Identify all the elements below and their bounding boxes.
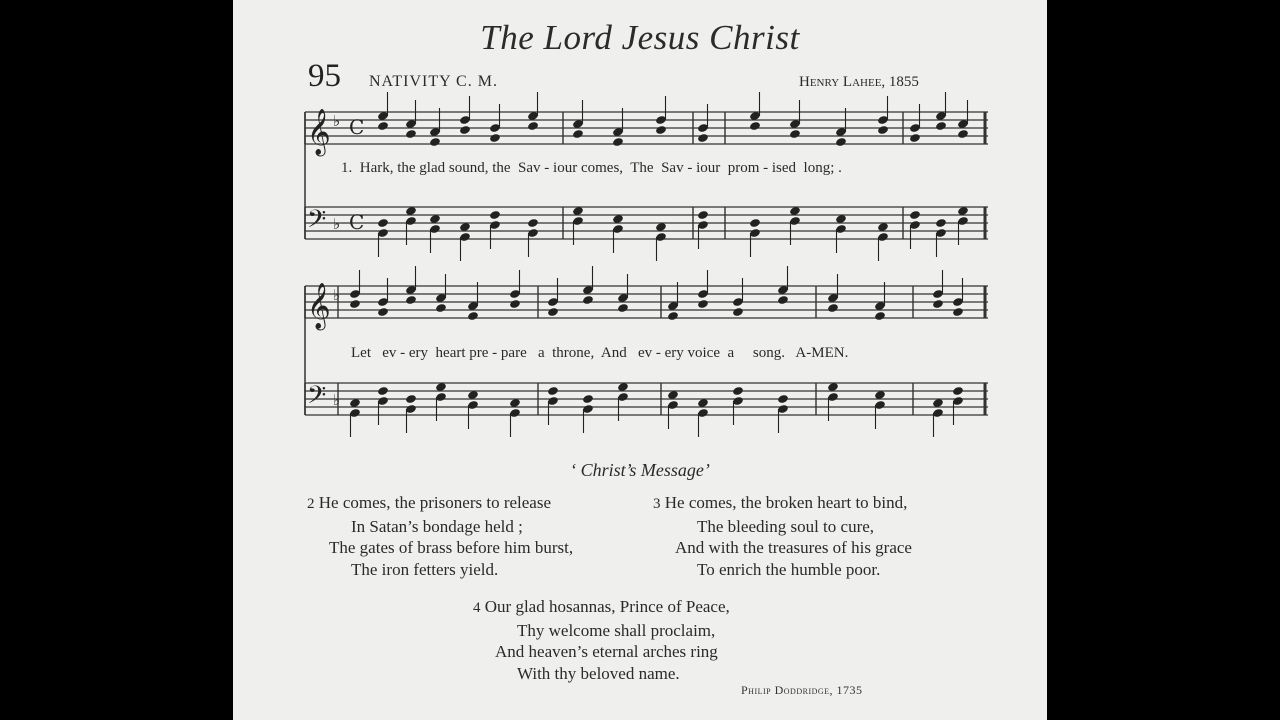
note-head — [749, 121, 761, 131]
note-head — [377, 218, 389, 228]
note-head — [957, 129, 969, 139]
verse-line: And with the treasures of his grace — [675, 538, 912, 557]
verse-3 — [653, 492, 912, 580]
verse-number: 4 — [473, 600, 481, 616]
note-head — [377, 121, 389, 131]
verse-number: 3 — [653, 496, 661, 512]
text-author: Philip Doddridge, 1735 — [741, 683, 863, 697]
note-head — [582, 295, 594, 305]
note-head — [667, 311, 679, 321]
note-head — [405, 129, 417, 139]
note-head — [789, 129, 801, 139]
note-head — [749, 218, 761, 228]
note-head — [877, 125, 889, 135]
note-head — [909, 210, 921, 220]
verse-line: Our glad hosannas, Prince of Peace, — [484, 597, 730, 616]
hymn-number: 95 — [308, 58, 341, 94]
note-head — [435, 303, 447, 313]
verse-line: The gates of brass before him burst, — [329, 538, 574, 557]
note-head — [732, 307, 744, 317]
note-head — [697, 210, 709, 220]
flat-icon: ♭ — [333, 112, 341, 130]
note-head — [697, 133, 709, 143]
note-head — [827, 303, 839, 313]
note-head — [835, 137, 847, 147]
verse-4 — [473, 596, 730, 684]
note-head — [527, 218, 539, 228]
verse-line: And heaven’s eternal arches ring — [495, 642, 718, 661]
note-head — [572, 129, 584, 139]
verse-line: With thy beloved name. — [517, 663, 680, 683]
lyrics-line-2: Let ev - ery heart pre - pare a throne, And ev - ery voice a song. A-MEN. — [351, 345, 849, 361]
note-head — [547, 307, 559, 317]
music-score — [233, 0, 1047, 450]
time-signature: C — [349, 115, 365, 139]
note-head — [612, 137, 624, 147]
note-head — [527, 121, 539, 131]
note-head — [349, 299, 361, 309]
section-subtitle: ‘ Christ’s Message’ — [570, 460, 710, 480]
lyrics-line-1: 1. Hark, the glad sound, the Sav - iour comes, The Sav - iour prom - ised long; . — [341, 160, 842, 176]
note-head — [777, 394, 789, 404]
note-head — [489, 210, 501, 220]
verse-line: In Satan’s bondage held ; — [351, 516, 523, 536]
verse-line: The bleeding soul to cure, — [697, 516, 875, 536]
composer: Henry Lahee, 1855 — [799, 74, 919, 90]
note-head — [935, 218, 947, 228]
verse-line: He comes, the broken heart to bind, — [664, 493, 908, 512]
bass-clef-icon: 𝄢 — [307, 205, 327, 240]
verse-number: 2 — [307, 496, 315, 512]
note-head — [429, 137, 441, 147]
note-head — [582, 394, 594, 404]
note-head — [935, 121, 947, 131]
flat-icon: ♭ — [333, 286, 341, 304]
note-head — [459, 125, 471, 135]
verse-line: Thy welcome shall proclaim, — [517, 620, 716, 640]
note-head — [932, 299, 944, 309]
note-head — [467, 311, 479, 321]
note-head — [777, 295, 789, 305]
note-head — [697, 299, 709, 309]
treble-clef-icon: 𝄞 — [307, 109, 331, 155]
treble-clef-icon: 𝄞 — [307, 283, 331, 329]
note-head — [489, 133, 501, 143]
flat-icon: ♭ — [333, 215, 341, 233]
note-head — [655, 125, 667, 135]
note-head — [617, 303, 629, 313]
note-head — [547, 386, 559, 396]
hymn-page — [233, 0, 1047, 720]
verse-2 — [307, 492, 573, 580]
verse-line: To enrich the humble poor. — [697, 559, 881, 579]
flat-icon: ♭ — [333, 391, 341, 409]
verse-line: The iron fetters yield. — [351, 559, 499, 579]
note-head — [952, 307, 964, 317]
note-head — [732, 386, 744, 396]
note-head — [874, 311, 886, 321]
note-head — [909, 133, 921, 143]
note-head — [377, 307, 389, 317]
time-signature: C — [349, 210, 365, 234]
note-head — [952, 386, 964, 396]
note-head — [405, 394, 417, 404]
verse-line: He comes, the prisoners to release — [318, 493, 551, 512]
note-head — [377, 386, 389, 396]
hymn-title: The Lord Jesus Christ — [480, 18, 800, 57]
tune-name: NATIVITY C. M. — [369, 73, 498, 90]
note-head — [509, 299, 521, 309]
note-head — [405, 295, 417, 305]
bass-clef-icon: 𝄢 — [307, 381, 327, 416]
